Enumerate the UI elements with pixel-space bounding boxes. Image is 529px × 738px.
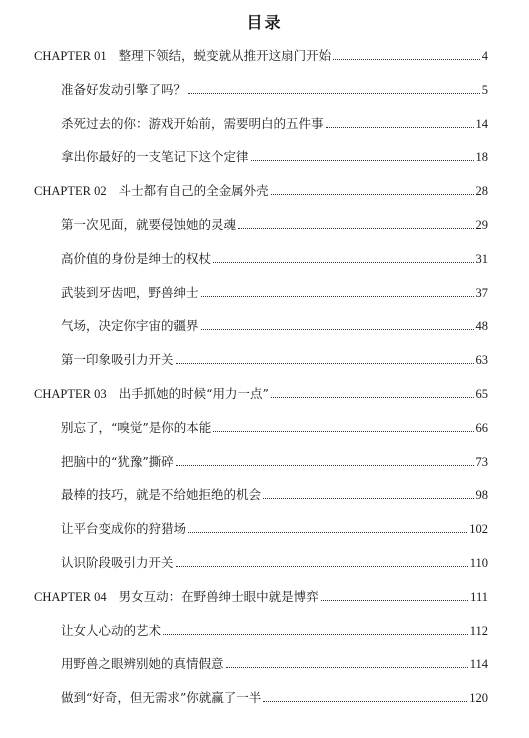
page-number: 120 <box>469 691 488 706</box>
toc-section-entry[interactable] <box>61 420 488 436</box>
page-title: 目录 <box>246 13 283 32</box>
entry-title: 斗士都有自己的全金属外壳 <box>118 183 269 199</box>
toc-section-entry[interactable] <box>61 251 488 267</box>
entry-title: 男女互动：在野兽绅士眼中就是博弈 <box>118 588 319 604</box>
entry-title: 第一印象吸引力开关 <box>61 352 174 368</box>
entry-title: 别忘了，“嗅觉”是你的本能 <box>61 419 212 435</box>
dot-leader <box>163 634 468 635</box>
dot-leader <box>201 329 474 330</box>
entry-title: 武装到牙齿吧，野兽绅士 <box>61 284 199 300</box>
entry-title: 高价值的身份是绅士的权杖 <box>61 250 212 266</box>
toc-section-entry[interactable] <box>61 487 488 503</box>
toc-section-entry[interactable] <box>61 521 488 537</box>
dot-leader <box>271 397 474 398</box>
entry-title: 最棒的技巧，就是不给她拒绝的机会 <box>61 487 262 503</box>
entry-title: 第一次见面，就要侵蚀她的灵魂 <box>61 217 237 232</box>
dot-leader <box>271 194 474 195</box>
toc-section-entry[interactable] <box>61 690 488 706</box>
page-number: 110 <box>469 556 488 570</box>
toc-chapter-entry[interactable] <box>34 183 488 199</box>
toc-section-entry[interactable] <box>61 82 488 98</box>
toc-chapter-entry[interactable] <box>34 48 488 64</box>
page-number: 102 <box>469 522 488 537</box>
entry-title: 拿出你最好的一支笔记下这个定律 <box>61 149 249 165</box>
page-number: 14 <box>475 116 488 131</box>
toc-section-entry[interactable] <box>61 116 488 132</box>
toc-section-entry[interactable] <box>61 555 488 571</box>
entry-title: 让女人心动的艺术 <box>61 622 162 638</box>
page-number: 63 <box>475 353 488 368</box>
chapter-number: CHAPTER 02 <box>34 184 107 199</box>
entry-title: 杀死过去的你：游戏开始前，需要明白的五件事 <box>61 115 324 131</box>
dot-leader <box>201 296 474 297</box>
dot-leader <box>263 498 473 499</box>
page-number: 18 <box>475 150 488 165</box>
toc-chapter-entry[interactable] <box>34 589 488 605</box>
page-number: 31 <box>475 251 488 266</box>
page-number: 48 <box>475 319 488 334</box>
toc-section-entry[interactable] <box>61 454 488 470</box>
page-number: 4 <box>481 49 488 63</box>
dot-leader <box>176 465 474 466</box>
dot-leader <box>326 127 474 128</box>
toc-section-entry[interactable] <box>61 318 488 334</box>
page-number: 98 <box>475 488 488 503</box>
dot-leader <box>226 667 468 668</box>
toc-section-entry[interactable] <box>61 352 488 368</box>
dot-leader <box>238 228 473 229</box>
entry-title: 让平台变成你的狩猎场 <box>61 521 187 537</box>
page-number: 28 <box>475 184 488 199</box>
dot-leader <box>176 363 474 364</box>
toc-section-entry[interactable] <box>61 623 488 639</box>
page-number: 112 <box>469 623 488 638</box>
chapter-number: CHAPTER 04 <box>34 589 107 604</box>
entry-title: 认识阶段吸引力开关 <box>61 555 174 570</box>
page-number: 37 <box>475 285 488 300</box>
page-number: 5 <box>481 82 488 97</box>
entry-title: 出手抓她的时候“用力一点” <box>118 386 269 401</box>
page-number: 114 <box>469 657 488 672</box>
dot-leader <box>188 532 467 533</box>
chapter-number: CHAPTER 03 <box>34 387 107 401</box>
dot-leader <box>333 59 480 60</box>
dot-leader <box>188 93 480 94</box>
entry-title: 做到“好奇，但无需求”你就赢了一半 <box>61 690 262 706</box>
dot-leader <box>263 701 467 702</box>
entry-title: 整理下领结，蜕变就从推开这扇门开始 <box>118 48 332 63</box>
toc-section-entry[interactable] <box>61 217 488 233</box>
dot-leader <box>176 566 468 567</box>
dot-leader <box>251 160 474 161</box>
entry-title: 气场，决定你宇宙的疆界 <box>61 318 199 334</box>
entry-title: 用野兽之眼辨别她的真情假意 <box>61 656 224 672</box>
page-number: 111 <box>470 589 488 604</box>
entry-title: 把脑中的“犹豫”撕碎 <box>61 453 174 469</box>
dot-leader <box>213 431 473 432</box>
page-number: 65 <box>475 387 488 401</box>
toc-section-entry[interactable] <box>61 285 488 301</box>
dot-leader <box>213 262 473 263</box>
chapter-number: CHAPTER 01 <box>34 49 107 63</box>
page-number: 29 <box>475 218 488 232</box>
page-number: 73 <box>475 454 488 469</box>
dot-leader <box>321 600 469 601</box>
page-number: 66 <box>475 420 488 435</box>
toc-section-entry[interactable] <box>61 656 488 672</box>
entry-title: 准备好发动引擎了吗？ <box>61 81 187 97</box>
toc-section-entry[interactable] <box>61 149 488 165</box>
toc-chapter-entry[interactable] <box>34 386 488 402</box>
